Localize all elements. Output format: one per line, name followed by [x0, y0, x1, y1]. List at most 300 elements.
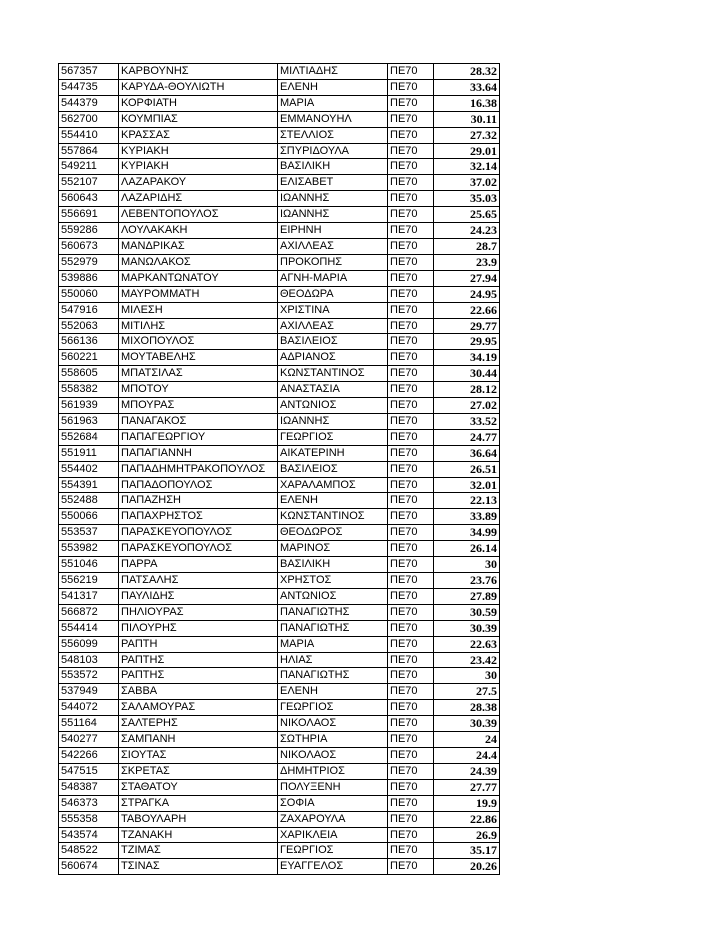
surname-cell: ΣΤΑΘΑΤΟΥ	[119, 779, 278, 795]
score-cell: 34.19	[434, 350, 500, 366]
table-row	[59, 573, 500, 589]
score-cell: 22.86	[434, 811, 500, 827]
table-row	[59, 509, 500, 525]
first-name-cell: ΔΗΜΗΤΡΙΟΣ	[278, 763, 388, 779]
surname-cell: ΠΑΡΑΣΚΕΥΟΠΟΥΛΟΣ	[119, 525, 278, 541]
score-cell: 26.14	[434, 541, 500, 557]
surname-cell: ΠΗΛΙΟΥΡΑΣ	[119, 604, 278, 620]
first-name-cell: ΑΝΤΩΝΙΟΣ	[278, 398, 388, 414]
specialty-cell: ΠΕ70	[388, 398, 434, 414]
specialty-cell: ΠΕ70	[388, 318, 434, 334]
table-row	[59, 700, 500, 716]
surname-cell: ΠΑΠΑΖΗΣΗ	[119, 493, 278, 509]
first-name-cell: ΒΑΣΙΛΙΚΗ	[278, 159, 388, 175]
first-name-cell: ΝΙΚΟΛΑΟΣ	[278, 747, 388, 763]
first-name-cell: ΒΑΣΙΛΙΚΗ	[278, 557, 388, 573]
score-cell: 24.77	[434, 429, 500, 445]
specialty-cell: ΠΕ70	[388, 445, 434, 461]
candidate-id-cell: 562700	[59, 111, 119, 127]
candidate-id-cell: 560674	[59, 859, 119, 875]
score-cell: 35.17	[434, 843, 500, 859]
specialty-cell: ΠΕ70	[388, 79, 434, 95]
table-row	[59, 811, 500, 827]
score-cell: 33.64	[434, 79, 500, 95]
surname-cell: ΚΟΥΜΠΙΑΣ	[119, 111, 278, 127]
first-name-cell: ΜΙΛΤΙΑΔΗΣ	[278, 64, 388, 80]
score-cell: 30.39	[434, 620, 500, 636]
first-name-cell: ΒΑΣΙΛΕΙΟΣ	[278, 461, 388, 477]
score-cell: 22.66	[434, 302, 500, 318]
candidate-id-cell: 561939	[59, 398, 119, 414]
surname-cell: ΤΖΙΜΑΣ	[119, 843, 278, 859]
score-cell: 29.77	[434, 318, 500, 334]
score-cell: 28.12	[434, 382, 500, 398]
score-cell: 32.01	[434, 477, 500, 493]
surname-cell: ΜΠΟΤΟΥ	[119, 382, 278, 398]
score-cell: 25.65	[434, 207, 500, 223]
candidate-id-cell: 566136	[59, 334, 119, 350]
candidate-id-cell: 554410	[59, 127, 119, 143]
score-cell: 23.9	[434, 254, 500, 270]
specialty-cell: ΠΕ70	[388, 477, 434, 493]
table-row	[59, 191, 500, 207]
surname-cell: ΚΟΡΦΙΑΤΗ	[119, 95, 278, 111]
first-name-cell: ΧΡΗΣΤΟΣ	[278, 573, 388, 589]
score-cell: 27.89	[434, 588, 500, 604]
table-row	[59, 668, 500, 684]
table-row	[59, 238, 500, 254]
specialty-cell: ΠΕ70	[388, 557, 434, 573]
specialty-cell: ΠΕ70	[388, 223, 434, 239]
table-row	[59, 827, 500, 843]
first-name-cell: ΣΠΥΡΙΔΟΥΛΑ	[278, 143, 388, 159]
first-name-cell: ΧΑΡΙΚΛΕΙΑ	[278, 827, 388, 843]
table-row	[59, 334, 500, 350]
score-cell: 26.51	[434, 461, 500, 477]
surname-cell: ΡΑΠΤΗ	[119, 636, 278, 652]
surname-cell: ΣΑΒΒΑ	[119, 684, 278, 700]
first-name-cell: ΑΓΝΗ-ΜΑΡΙΑ	[278, 270, 388, 286]
table-row	[59, 270, 500, 286]
score-cell: 28.7	[434, 238, 500, 254]
table-row	[59, 429, 500, 445]
table-row	[59, 732, 500, 748]
table-row	[59, 541, 500, 557]
first-name-cell: ΙΩΑΝΝΗΣ	[278, 413, 388, 429]
first-name-cell: ΜΑΡΙΝΟΣ	[278, 541, 388, 557]
first-name-cell: ΕΛΕΝΗ	[278, 493, 388, 509]
score-cell: 30.44	[434, 366, 500, 382]
first-name-cell: ΑΧΙΛΛΕΑΣ	[278, 238, 388, 254]
candidate-id-cell: 553537	[59, 525, 119, 541]
specialty-cell: ΠΕ70	[388, 127, 434, 143]
first-name-cell: ΕΛΕΝΗ	[278, 79, 388, 95]
first-name-cell: ΒΑΣΙΛΕΙΟΣ	[278, 334, 388, 350]
candidate-id-cell: 558605	[59, 366, 119, 382]
score-cell: 35.03	[434, 191, 500, 207]
score-cell: 26.9	[434, 827, 500, 843]
candidate-id-cell: 544379	[59, 95, 119, 111]
table-row	[59, 636, 500, 652]
specialty-cell: ΠΕ70	[388, 175, 434, 191]
table-row	[59, 302, 500, 318]
score-cell: 30.11	[434, 111, 500, 127]
table-row	[59, 763, 500, 779]
first-name-cell: ΕΛΙΣΑΒΕΤ	[278, 175, 388, 191]
candidate-id-cell: 552488	[59, 493, 119, 509]
candidate-id-cell: 554391	[59, 477, 119, 493]
first-name-cell: ΚΩΝΣΤΑΝΤΙΝΟΣ	[278, 366, 388, 382]
score-cell: 22.63	[434, 636, 500, 652]
surname-cell: ΣΑΛΑΜΟΥΡΑΣ	[119, 700, 278, 716]
candidate-id-cell: 553572	[59, 668, 119, 684]
candidate-id-cell: 552107	[59, 175, 119, 191]
specialty-cell: ΠΕ70	[388, 302, 434, 318]
surname-cell: ΤΣΙΝΑΣ	[119, 859, 278, 875]
surname-cell: ΜΙΤΙΛΗΣ	[119, 318, 278, 334]
candidate-id-cell: 543574	[59, 827, 119, 843]
candidate-id-cell: 560221	[59, 350, 119, 366]
surname-cell: ΠΑΠΑΔΟΠΟΥΛΟΣ	[119, 477, 278, 493]
surname-cell: ΜΙΧΟΠΟΥΛΟΣ	[119, 334, 278, 350]
table-row	[59, 382, 500, 398]
table-row	[59, 350, 500, 366]
surname-cell: ΜΠΑΤΣΙΛΑΣ	[119, 366, 278, 382]
table-row	[59, 588, 500, 604]
specialty-cell: ΠΕ70	[388, 541, 434, 557]
specialty-cell: ΠΕ70	[388, 143, 434, 159]
score-cell: 20.26	[434, 859, 500, 875]
candidate-id-cell: 566872	[59, 604, 119, 620]
score-cell: 27.94	[434, 270, 500, 286]
surname-cell: ΣΤΡΑΓΚΑ	[119, 795, 278, 811]
specialty-cell: ΠΕ70	[388, 795, 434, 811]
specialty-cell: ΠΕ70	[388, 254, 434, 270]
specialty-cell: ΠΕ70	[388, 668, 434, 684]
score-cell: 30.39	[434, 716, 500, 732]
first-name-cell: ΑΝΑΣΤΑΣΙΑ	[278, 382, 388, 398]
score-cell: 19.9	[434, 795, 500, 811]
specialty-cell: ΠΕ70	[388, 700, 434, 716]
specialty-cell: ΠΕ70	[388, 747, 434, 763]
score-cell: 30	[434, 557, 500, 573]
specialty-cell: ΠΕ70	[388, 652, 434, 668]
candidate-id-cell: 549211	[59, 159, 119, 175]
table-row	[59, 795, 500, 811]
score-cell: 30.59	[434, 604, 500, 620]
candidate-id-cell: 561963	[59, 413, 119, 429]
candidate-id-cell: 558382	[59, 382, 119, 398]
surname-cell: ΣΑΛΤΕΡΗΣ	[119, 716, 278, 732]
specialty-cell: ΠΕ70	[388, 366, 434, 382]
first-name-cell: ΧΑΡΑΛΑΜΠΟΣ	[278, 477, 388, 493]
candidate-id-cell: 551164	[59, 716, 119, 732]
score-cell: 34.99	[434, 525, 500, 541]
table-row	[59, 111, 500, 127]
specialty-cell: ΠΕ70	[388, 493, 434, 509]
candidate-id-cell: 548522	[59, 843, 119, 859]
score-cell: 24.4	[434, 747, 500, 763]
candidate-id-cell: 556219	[59, 573, 119, 589]
table-row	[59, 366, 500, 382]
score-cell: 27.02	[434, 398, 500, 414]
first-name-cell: ΣΟΦΙΑ	[278, 795, 388, 811]
surname-cell: ΠΑΤΣΑΛΗΣ	[119, 573, 278, 589]
specialty-cell: ΠΕ70	[388, 286, 434, 302]
first-name-cell: ΙΩΑΝΝΗΣ	[278, 191, 388, 207]
first-name-cell: ΕΙΡΗΝΗ	[278, 223, 388, 239]
specialty-cell: ΠΕ70	[388, 350, 434, 366]
candidate-id-cell: 547916	[59, 302, 119, 318]
table-row	[59, 175, 500, 191]
score-cell: 16.38	[434, 95, 500, 111]
surname-cell: ΠΑΠΑΓΙΑΝΝΗ	[119, 445, 278, 461]
candidate-id-cell: 552979	[59, 254, 119, 270]
specialty-cell: ΠΕ70	[388, 636, 434, 652]
first-name-cell: ΗΛΙΑΣ	[278, 652, 388, 668]
table-row	[59, 620, 500, 636]
candidate-id-cell: 551046	[59, 557, 119, 573]
table-row	[59, 859, 500, 875]
first-name-cell: ΠΟΛΥΞΕΝΗ	[278, 779, 388, 795]
first-name-cell: ΚΩΝΣΤΑΝΤΙΝΟΣ	[278, 509, 388, 525]
specialty-cell: ΠΕ70	[388, 191, 434, 207]
score-cell: 36.64	[434, 445, 500, 461]
table-row	[59, 477, 500, 493]
candidate-id-cell: 546373	[59, 795, 119, 811]
first-name-cell: ΓΕΩΡΓΙΟΣ	[278, 843, 388, 859]
score-cell: 23.42	[434, 652, 500, 668]
table-row	[59, 557, 500, 573]
table-row	[59, 64, 500, 80]
first-name-cell: ΖΑΧΑΡΟΥΛΑ	[278, 811, 388, 827]
candidate-id-cell: 560643	[59, 191, 119, 207]
first-name-cell: ΕΛΕΝΗ	[278, 684, 388, 700]
specialty-cell: ΠΕ70	[388, 413, 434, 429]
candidate-id-cell: 551911	[59, 445, 119, 461]
table-row	[59, 286, 500, 302]
specialty-cell: ΠΕ70	[388, 732, 434, 748]
table-row	[59, 747, 500, 763]
first-name-cell: ΙΩΑΝΝΗΣ	[278, 207, 388, 223]
surname-cell: ΠΑΥΛΙΔΗΣ	[119, 588, 278, 604]
specialty-cell: ΠΕ70	[388, 382, 434, 398]
specialty-cell: ΠΕ70	[388, 111, 434, 127]
specialty-cell: ΠΕ70	[388, 207, 434, 223]
first-name-cell: ΑΙΚΑΤΕΡΙΝΗ	[278, 445, 388, 461]
candidate-id-cell: 548103	[59, 652, 119, 668]
candidate-id-cell: 539886	[59, 270, 119, 286]
surname-cell: ΠΑΠΑΧΡΗΣΤΟΣ	[119, 509, 278, 525]
surname-cell: ΛΑΖΑΡΑΚΟΥ	[119, 175, 278, 191]
table-row	[59, 223, 500, 239]
surname-cell: ΠΙΛΟΥΡΗΣ	[119, 620, 278, 636]
candidate-id-cell: 548387	[59, 779, 119, 795]
score-cell: 27.77	[434, 779, 500, 795]
candidate-id-cell: 553982	[59, 541, 119, 557]
first-name-cell: ΑΝΤΩΝΙΟΣ	[278, 588, 388, 604]
table-row	[59, 779, 500, 795]
first-name-cell: ΑΔΡΙΑΝΟΣ	[278, 350, 388, 366]
table-row	[59, 445, 500, 461]
score-cell: 32.14	[434, 159, 500, 175]
candidate-id-cell: 537949	[59, 684, 119, 700]
candidate-id-cell: 556099	[59, 636, 119, 652]
table-row	[59, 413, 500, 429]
candidate-id-cell: 544735	[59, 79, 119, 95]
specialty-cell: ΠΕ70	[388, 859, 434, 875]
candidate-id-cell: 559286	[59, 223, 119, 239]
first-name-cell: ΠΑΝΑΓΙΩΤΗΣ	[278, 604, 388, 620]
first-name-cell: ΧΡΙΣΤΙΝΑ	[278, 302, 388, 318]
specialty-cell: ΠΕ70	[388, 620, 434, 636]
table-row	[59, 79, 500, 95]
specialty-cell: ΠΕ70	[388, 95, 434, 111]
surname-cell: ΚΥΡΙΑΚΗ	[119, 159, 278, 175]
score-cell: 27.32	[434, 127, 500, 143]
surname-cell: ΤΖΑΝΑΚΗ	[119, 827, 278, 843]
table-row	[59, 604, 500, 620]
table-row	[59, 127, 500, 143]
first-name-cell: ΠΑΝΑΓΙΩΤΗΣ	[278, 620, 388, 636]
surname-cell: ΜΑΝΔΡΙΚΑΣ	[119, 238, 278, 254]
score-cell: 37.02	[434, 175, 500, 191]
table-row	[59, 493, 500, 509]
candidate-id-cell: 540277	[59, 732, 119, 748]
table-row	[59, 254, 500, 270]
first-name-cell: ΑΧΙΛΛΕΑΣ	[278, 318, 388, 334]
specialty-cell: ΠΕ70	[388, 684, 434, 700]
surname-cell: ΣΑΜΠΑΝΗ	[119, 732, 278, 748]
score-cell: 22.13	[434, 493, 500, 509]
score-cell: 27.5	[434, 684, 500, 700]
specialty-cell: ΠΕ70	[388, 573, 434, 589]
surname-cell: ΚΑΡΥΔΑ-ΘΟΥΛΙΩΤΗ	[119, 79, 278, 95]
specialty-cell: ΠΕ70	[388, 334, 434, 350]
table-row	[59, 398, 500, 414]
surname-cell: ΜΟΥΤΑΒΕΛΗΣ	[119, 350, 278, 366]
first-name-cell: ΜΑΡΙΑ	[278, 636, 388, 652]
table-row	[59, 143, 500, 159]
specialty-cell: ΠΕ70	[388, 525, 434, 541]
table-row	[59, 159, 500, 175]
candidate-id-cell: 554402	[59, 461, 119, 477]
table-row	[59, 461, 500, 477]
first-name-cell: ΓΕΩΡΓΙΟΣ	[278, 700, 388, 716]
surname-cell: ΚΡΑΣΣΑΣ	[119, 127, 278, 143]
surname-cell: ΜΙΛΕΣΗ	[119, 302, 278, 318]
candidate-id-cell: 560673	[59, 238, 119, 254]
candidate-id-cell: 541317	[59, 588, 119, 604]
table-row	[59, 207, 500, 223]
first-name-cell: ΕΥΑΓΓΕΛΟΣ	[278, 859, 388, 875]
surname-cell: ΜΑΥΡΟΜΜΑΤΗ	[119, 286, 278, 302]
first-name-cell: ΣΩΤΗΡΙΑ	[278, 732, 388, 748]
first-name-cell: ΠΑΝΑΓΙΩΤΗΣ	[278, 668, 388, 684]
specialty-cell: ΠΕ70	[388, 827, 434, 843]
candidate-id-cell: 544072	[59, 700, 119, 716]
candidate-id-cell: 556691	[59, 207, 119, 223]
candidate-id-cell: 557864	[59, 143, 119, 159]
specialty-cell: ΠΕ70	[388, 429, 434, 445]
score-cell: 24.23	[434, 223, 500, 239]
surname-cell: ΣΙΟΥΤΑΣ	[119, 747, 278, 763]
candidate-id-cell: 547515	[59, 763, 119, 779]
score-cell: 24	[434, 732, 500, 748]
candidate-id-cell: 542266	[59, 747, 119, 763]
first-name-cell: ΘΕΟΔΩΡΑ	[278, 286, 388, 302]
surname-cell: ΡΑΠΤΗΣ	[119, 668, 278, 684]
specialty-cell: ΠΕ70	[388, 811, 434, 827]
first-name-cell: ΝΙΚΟΛΑΟΣ	[278, 716, 388, 732]
specialty-cell: ΠΕ70	[388, 270, 434, 286]
candidate-id-cell: 550066	[59, 509, 119, 525]
first-name-cell: ΘΕΟΔΩΡΟΣ	[278, 525, 388, 541]
score-cell: 28.38	[434, 700, 500, 716]
specialty-cell: ΠΕ70	[388, 509, 434, 525]
candidate-id-cell: 555358	[59, 811, 119, 827]
surname-cell: ΛΑΖΑΡΙΔΗΣ	[119, 191, 278, 207]
surname-cell: ΛΟΥΛΑΚΑΚΗ	[119, 223, 278, 239]
surname-cell: ΤΑΒΟΥΛΑΡΗ	[119, 811, 278, 827]
specialty-cell: ΠΕ70	[388, 238, 434, 254]
candidate-id-cell: 552063	[59, 318, 119, 334]
table-row	[59, 652, 500, 668]
candidate-id-cell: 554414	[59, 620, 119, 636]
score-cell: 33.52	[434, 413, 500, 429]
first-name-cell: ΠΡΟΚΟΠΗΣ	[278, 254, 388, 270]
table-row	[59, 95, 500, 111]
specialty-cell: ΠΕ70	[388, 64, 434, 80]
surname-cell: ΜΠΟΥΡΑΣ	[119, 398, 278, 414]
surname-cell: ΠΑΡΡΑ	[119, 557, 278, 573]
first-name-cell: ΣΤΕΛΛΙΟΣ	[278, 127, 388, 143]
results-table	[58, 63, 500, 875]
table-row	[59, 318, 500, 334]
surname-cell: ΠΑΠΑΔΗΜΗΤΡΑΚΟΠΟΥΛΟΣ	[119, 461, 278, 477]
surname-cell: ΣΚΡΕΤΑΣ	[119, 763, 278, 779]
first-name-cell: ΓΕΩΡΓΙΟΣ	[278, 429, 388, 445]
score-cell: 33.89	[434, 509, 500, 525]
score-cell: 30	[434, 668, 500, 684]
surname-cell: ΜΑΡΚΑΝΤΩΝΑΤΟΥ	[119, 270, 278, 286]
first-name-cell: ΜΑΡΙΑ	[278, 95, 388, 111]
surname-cell: ΚΑΡΒΟΥΝΗΣ	[119, 64, 278, 80]
surname-cell: ΠΑΝΑΓΑΚΟΣ	[119, 413, 278, 429]
surname-cell: ΠΑΡΑΣΚΕΥΟΠΟΥΛΟΣ	[119, 541, 278, 557]
table-body	[59, 64, 500, 875]
score-cell: 28.32	[434, 64, 500, 80]
specialty-cell: ΠΕ70	[388, 588, 434, 604]
score-cell: 24.39	[434, 763, 500, 779]
candidate-id-cell: 567357	[59, 64, 119, 80]
candidate-id-cell: 550060	[59, 286, 119, 302]
surname-cell: ΛΕΒΕΝΤΟΠΟΥΛΟΣ	[119, 207, 278, 223]
specialty-cell: ΠΕ70	[388, 779, 434, 795]
score-cell: 29.01	[434, 143, 500, 159]
candidate-id-cell: 552684	[59, 429, 119, 445]
specialty-cell: ΠΕ70	[388, 461, 434, 477]
score-cell: 24.95	[434, 286, 500, 302]
surname-cell: ΠΑΠΑΓΕΩΡΓΙΟΥ	[119, 429, 278, 445]
surname-cell: ΚΥΡΙΑΚΗ	[119, 143, 278, 159]
surname-cell: ΡΑΠΤΗΣ	[119, 652, 278, 668]
table-row	[59, 843, 500, 859]
specialty-cell: ΠΕ70	[388, 604, 434, 620]
specialty-cell: ΠΕ70	[388, 716, 434, 732]
first-name-cell: ΕΜΜΑΝΟΥΗΛ	[278, 111, 388, 127]
score-cell: 23.76	[434, 573, 500, 589]
